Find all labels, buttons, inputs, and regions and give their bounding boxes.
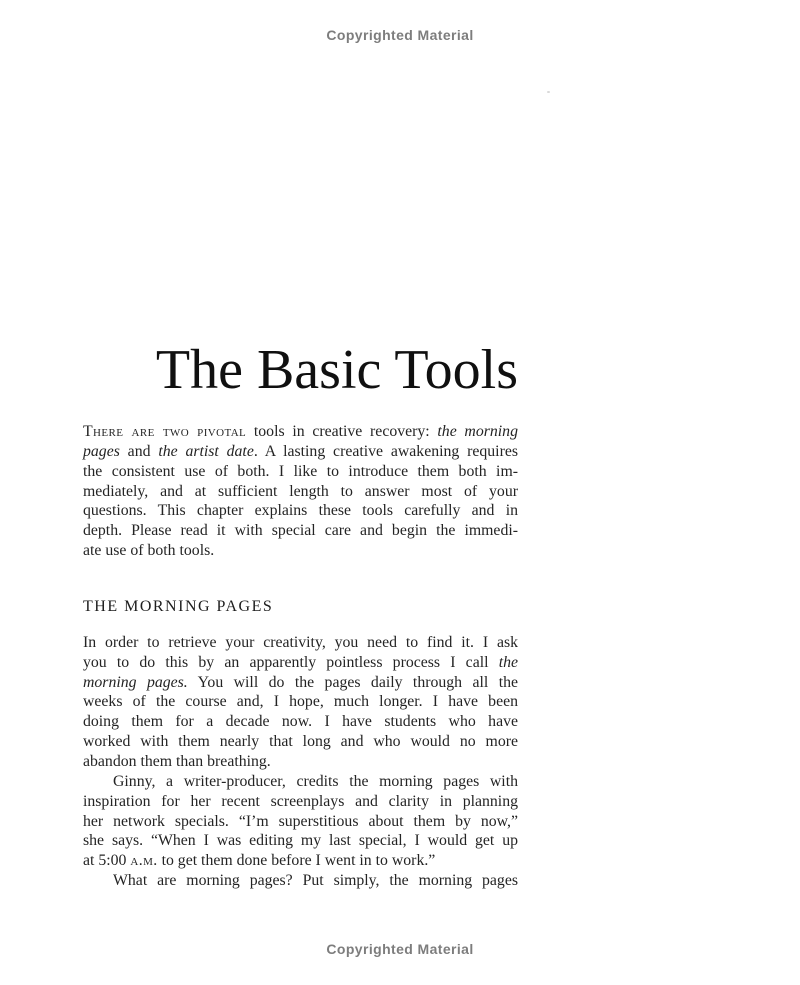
text-segment: weeks of the course and, I hope, much longer. I have been [83,693,518,711]
paragraph [83,871,518,891]
text-line [83,812,518,832]
text-segment: . A lasting creative awakening requires [253,442,518,460]
text-segment: In order to retrieve your creativity, you need to find it. I ask [83,633,518,651]
paragraph [83,633,518,772]
text-line [83,732,518,752]
section-heading: THE MORNING PAGES [83,597,274,615]
text-segment: abandon them than breathing. [83,752,271,770]
text-segment: you to do this by an apparently pointless process I call [83,653,499,671]
text-line [83,792,518,812]
text-line [83,653,518,673]
text-segment: and [119,442,159,460]
text-line [83,422,518,442]
text-segment: inspiration for her recent screenplays and clarity in planning [83,792,518,810]
text-segment: the consistent use of both. I like to introduce them both im- [83,462,518,480]
text-segment: ate use of both tools. [83,542,215,560]
copyright-notice-top: Copyrighted Material [326,27,474,43]
text-segment: tools in creative recovery: [246,423,438,440]
text-segment: she says. “When I was editing my last special, I would get up [83,832,518,850]
italic-text: morning pages. [83,673,188,691]
text-segment: Ginny, a writer-producer, credits the morning pages with [113,772,518,790]
italic-text: the [498,653,518,671]
text-segment: her network specials. “I’m superstitious about them by now,” [83,812,518,830]
text-segment: to get them done before I went in to work.” [157,852,436,870]
text-line [83,482,518,502]
text-segment: at 5:00 [83,852,131,870]
text-line [83,772,518,792]
chapter-title: The Basic Tools [155,338,518,401]
text-line [83,521,518,541]
text-line [83,752,518,772]
text-line [83,633,518,653]
paragraph [83,422,518,561]
text-line [83,442,518,462]
text-line [83,831,518,851]
italic-text: the morning [437,423,518,440]
text-segment: mediately, and at sufficient length to answer most of your [83,482,518,500]
text-line [83,673,518,693]
text-segment: You will do the pages daily through all the [187,673,518,691]
text-line [83,712,518,732]
text-segment: doing them for a decade now. I have students who have [83,713,518,731]
body-text [83,422,518,891]
copyright-notice-bottom: Copyrighted Material [326,941,474,957]
text-segment: questions. This chapter explains these tools carefully and in [83,502,518,520]
smallcaps-text: a.m. [130,852,158,870]
text-line [83,541,518,561]
text-segment: worked with them nearly that long and who would no more [83,733,518,751]
text-line [83,871,518,891]
scan-speck [547,91,550,93]
italic-text: pages [83,442,120,460]
text-segment: depth. Please read it with special care and begin the immedi- [83,522,518,540]
text-line [83,692,518,712]
italic-text: the artist date [158,442,254,460]
text-segment: What are morning pages? Put simply, the morning pages [113,872,518,890]
paragraph [83,772,518,871]
smallcaps-text: There are two pivotal [83,423,247,440]
text-line [83,851,518,871]
text-line [83,501,518,521]
text-line [83,462,518,482]
